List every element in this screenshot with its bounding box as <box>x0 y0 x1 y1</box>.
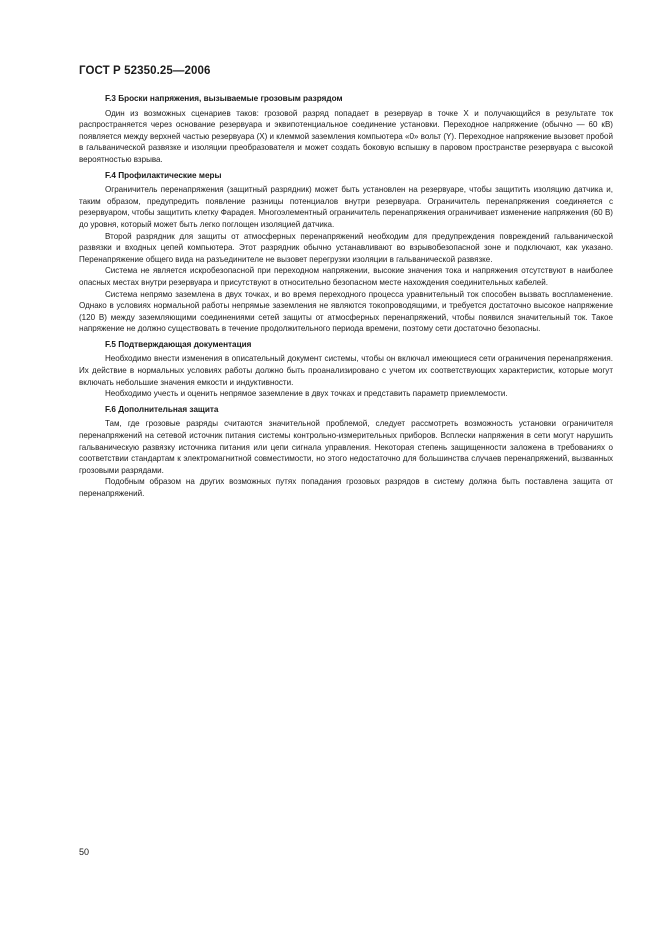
section-heading: F.3 Броски напряжения, вызываемые грозовым разрядом <box>105 94 343 103</box>
paragraph: Второй разрядник для защиты от атмосферных перенапряжений необходим для предупреждения повреждений гальванической развязки и входных цепей компьютера. Этот разрядник обычно устанавливают во взрывобезопасной зоне и подключают, как указано. Перенапряжение общего вида на разъединителе не вызовет перегрузки изоляции в гальванической развязке. <box>79 231 613 264</box>
section-heading: F.4 Профилактические меры <box>105 170 222 180</box>
page-number: 50 <box>79 847 90 857</box>
paragraph: Необходимо внести изменения в описательный документ системы, чтобы он включал имеющиеся сети ограничения перенапряжения. Их действие в нормальных условиях работы должно быть проанализировано с учетом их соответствующих характеристик, которые могут включать небольшие значения емкости и индуктивности. <box>79 354 613 387</box>
section-f6 <box>79 404 613 500</box>
document-body <box>79 93 613 500</box>
section-heading: F.5 Подтверждающая документация <box>105 339 252 349</box>
section-f5 <box>79 339 613 400</box>
paragraph: Необходимо учесть и оценить непрямое заземление в двух точках и представить параметр приемлемости. <box>105 389 508 399</box>
paragraph: Система не является искробезопасной при переходном напряжении, высокие значения тока и напряжения отсутствуют в наиболее опасных местах внутри резервуара и присутствуют в относительно безопасном месте нахождения соединительных кабелей. <box>79 266 613 287</box>
paragraph: Подобным образом на других возможных путях попадания грозовых разрядов в систему должна быть поставлена защита от перенапряжений. <box>79 477 613 498</box>
paragraph: Ограничитель перенапряжения (защитный разрядник) может быть установлен на резервуаре, чтобы защитить изоляцию датчика и, таким образом, предупредить появление разницы потенциалов внутри резервуара. Ограничитель перенапряжения соединяется с резервуаром, чтобы защитить клетку Фарадея. Многоэлементный ограничитель перенапряжения ограничивает изменение напряжения (60 В) до уровня, который может быть легко поглощен изоляцией датчика. <box>79 185 613 229</box>
section-heading: F.6 Дополнительная защита <box>105 404 219 414</box>
paragraph: Система непрямо заземлена в двух точках, и во время переходного процесса уравнительный ток способен вызвать воспламенение. Однако в условиях нормальной работы непрямые заземления не являются токопроводящими, и требуется достаточно высокое напряжение (120 В) между заземляющими соединениями сетей защиты от атмосферных перенапряжений, чтобы появился значительный ток. Такое напряжение не должно существовать в течение продолжительного периода времени, поэтому сети достаточно безопасны. <box>79 289 613 334</box>
section-f4 <box>79 170 613 335</box>
section-f3 <box>79 93 613 166</box>
paragraph: Один из возможных сценариев таков: грозовой разряд попадает в резервуар в точке X и получающийся в результате ток распространяется через основание резервуара и эквипотенциальное соединение установки. Переходное напряжение (обычно — 60 кВ) появляется между верхней частью резервуара (X) и клеммой заземления компьютера «0» вольт (Y). Переходное напряжение вызовет пробой в гальванической развязке и изоляции преобразователя и может создать боковую вспышку в паровом пространстве резервуара с высокой вероятностью взрыва. <box>79 108 613 164</box>
paragraph: Там, где грозовые разряды считаются значительной проблемой, следует рассмотреть возможность установки ограничителя перенапряжений на сетевой источник питания системы контрольно-измерительных приборов. Всплески напряжения в сети могут нарушить гальваническую развязку источника питания или цепи сигнала управления. Некоторая степень защищенности заложена в требованиях о соответствии стандартам к электромагнитной совместимости, но этого недостаточно для большинства случаев перенапряжений, вызванных грозовыми разрядами. <box>79 419 613 475</box>
document-header: ГОСТ Р 52350.25—2006 <box>79 65 211 77</box>
